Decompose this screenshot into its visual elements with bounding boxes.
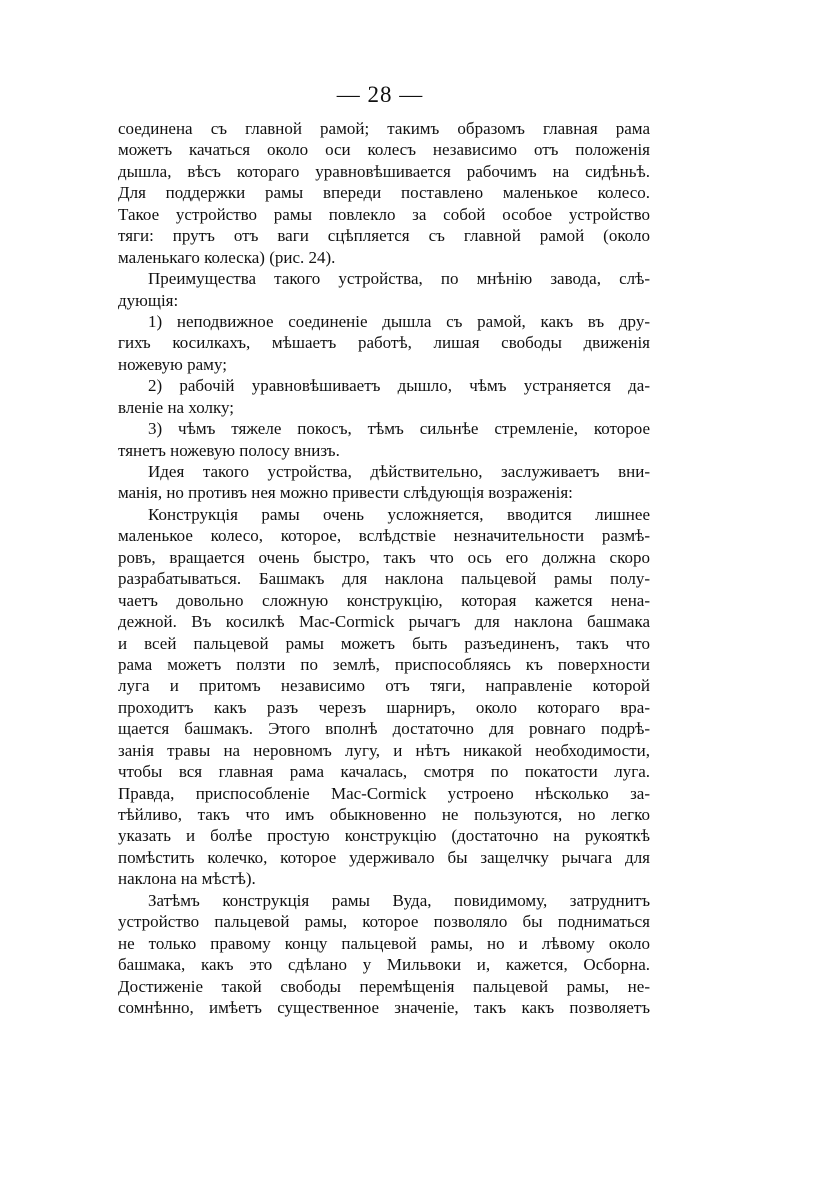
text-line: можетъ качаться около оси колесъ независимо отъ положенія [118, 140, 650, 160]
body-text [118, 118, 650, 1018]
text-line: Достиженіе такой свободы перемѣщенія пальцевой рамы, не- [118, 976, 650, 996]
text-line: Затѣмъ конструкція рамы Вуда, повидимому, затруднитъ [148, 890, 650, 910]
text-line: ровъ, вращается очень быстро, такъ что ось его должна скоро [118, 547, 650, 567]
text-line: вленіе на холку; [118, 397, 234, 417]
text-line: дежной. Въ косилкѣ Mac-Cormick рычагъ для наклона башмака [118, 612, 650, 632]
text-line: рама можетъ ползти по землѣ, приспособляясь къ поверхности [118, 654, 650, 674]
text-line: Правда, приспособленіе Mac-Cormick устроено нѣсколько за- [118, 783, 650, 803]
text-line: Конструкція рамы очень усложняется, вводится лишнее [148, 504, 650, 524]
text-line: проходитъ какъ разъ черезъ шарниръ, около котораго вра- [118, 697, 650, 717]
page-number: — 28 — [336, 82, 424, 107]
text-line: и всей пальцевой рамы можетъ быть разъединенъ, такъ что [118, 633, 650, 653]
text-line: манія, но противъ нея можно привести слѣдующія возраженія: [118, 483, 573, 503]
text-line: дующія: [118, 290, 179, 310]
text-line: тянетъ ножевую полосу внизъ. [118, 440, 340, 460]
text-line: Идея такого устройства, дѣйствительно, заслуживаетъ вни- [148, 462, 650, 481]
text-line: 3) чѣмъ тяжеле покосъ, тѣмъ сильнѣе стремленіе, которое [148, 419, 650, 439]
text-line: указать и болѣе простую конструкцію (достаточно на рукояткѣ [118, 826, 650, 846]
text-line: чтобы вся главная рама качалась, смотря по покатости луга. [118, 762, 650, 782]
text-line: щается башмакъ. Этого вполнѣ достаточно для ровнаго подрѣ- [118, 719, 650, 739]
text-line: наклона на мѣстѣ). [118, 869, 256, 889]
text-line: 2) рабочій уравновѣшиваетъ дышло, чѣмъ устраняется да- [148, 376, 650, 396]
text-line: сомнѣнно, имѣетъ существенное значеніе, такъ какъ позволяетъ [118, 997, 650, 1017]
text-line: тяги: прутъ отъ ваги сцѣпляется съ главной рамой (около [118, 226, 650, 246]
text-line: чаетъ довольно сложную конструкцію, которая кажется нена- [118, 590, 650, 610]
text-line: Такое устройство рамы повлекло за собой особое устройство [118, 204, 650, 224]
text-line: ножевую раму; [118, 354, 227, 374]
text-line: занія травы на неровномъ лугу, и нѣтъ никакой необходимости, [118, 740, 650, 760]
text-line: устройство пальцевой рамы, которое позволяло бы подниматься [118, 912, 650, 932]
text-line: не только правому концу пальцевой рамы, но и лѣвому около [118, 933, 650, 953]
text-line: башмака, какъ это сдѣлано у Мильвоки и, кажется, Осборна. [118, 955, 650, 975]
text-line: маленькаго колеска) (рис. 24). [118, 247, 336, 267]
text-line: маленькое колесо, которое, вслѣдствіе незначительности размѣ- [118, 526, 650, 546]
text-line: Для поддержки рамы впереди поставлено маленькое колесо. [118, 183, 650, 203]
text-line: Преимущества такого устройства, по мнѣнію завода, слѣ- [148, 269, 650, 289]
text-line: помѣстить колечко, которое удерживало бы защелчку рычага для [118, 847, 650, 867]
text-line: дышла, вѣсъ котораго уравновѣшивается рабочимъ на сидѣньѣ. [118, 161, 650, 181]
text-line: луга и притомъ независимо отъ тяги, направленіе которой [118, 676, 650, 696]
text-line: тѣйливо, такъ что имъ обыкновенно не пользуются, но легко [118, 805, 650, 824]
text-line: разрабатываться. Башмакъ для наклона пальцевой рамы полу- [118, 569, 650, 589]
text-line: 1) неподвижное соединеніе дышла съ рамой, какъ въ дру- [148, 311, 650, 331]
text-line: гихъ косилкахъ, мѣшаетъ работѣ, лишая свободы движенія [118, 333, 650, 353]
text-line: соединена съ главной рамой; такимъ образомъ главная рама [118, 119, 650, 138]
